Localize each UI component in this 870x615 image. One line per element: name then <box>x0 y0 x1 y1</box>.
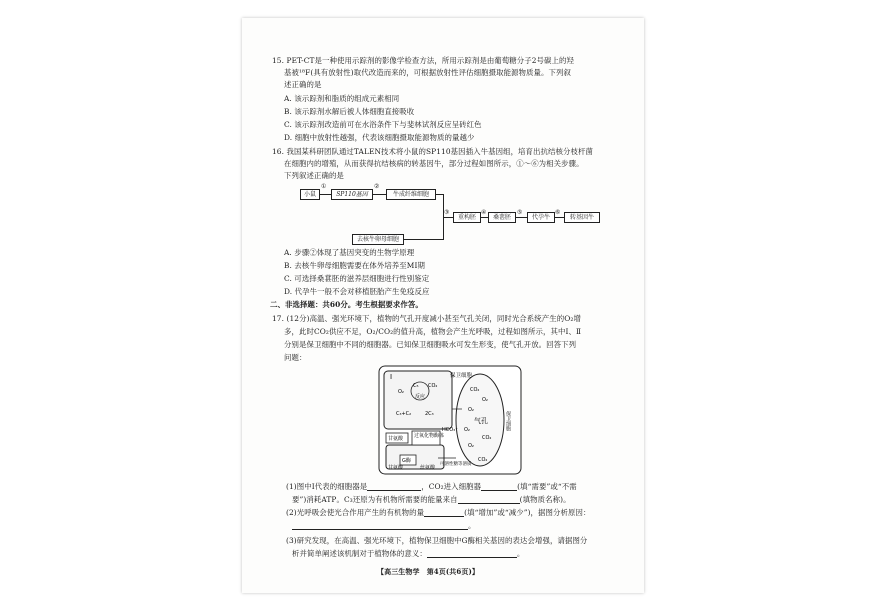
peroxisome-label: 过氧化物酶体 <box>414 433 445 439</box>
o2-label: O₂ <box>398 389 404 395</box>
stoma-co2-c: CO₂ <box>478 457 488 463</box>
q17-stem-line1: 17. (12分)高温、强光环境下，植物的气孔开度减小甚至气孔关闭，同时光合系统产生的O₂增 <box>272 314 581 323</box>
c3-c2-label: C₃+C₂ <box>396 411 412 417</box>
section-2-heading: 二、非选择题：共60分。考生根据要求作答。 <box>270 300 423 309</box>
node-reconstructed-embryo: 重构胚 <box>453 212 481 223</box>
q17-part1-line1: (1)图中Ⅰ代表的细胞器是 ，CO₂进入细胞器 (填“需要”或“不需 <box>286 482 577 491</box>
node-enucleated-oocyte: 去核牛卵母细胞 <box>352 234 404 245</box>
q15-stem-line3: 述正确的是 <box>284 80 322 89</box>
answer-blank-6[interactable] <box>427 550 517 558</box>
q15-option-a: A. 该示踪剂和脂质的组成元素相同 <box>284 94 400 103</box>
glycine-label: 甘氨酸 <box>388 465 404 471</box>
q15-option-b: B. 该示踪剂水解后被人体细胞直接吸收 <box>284 107 415 116</box>
step-6-label: ⑥ <box>555 209 561 216</box>
answer-blank-2[interactable] <box>481 483 517 491</box>
exam-page <box>242 18 644 593</box>
stoma-co2-a: CO₂ <box>470 387 480 393</box>
node-sp110-gene: SP110基因 <box>331 189 373 200</box>
stoma-o2-a: O₂ <box>482 397 488 403</box>
guard-cell-vertical-label: 保卫细胞 <box>505 411 511 431</box>
serine-label: 丝氨酸 <box>420 465 436 471</box>
stoma-o2-c: O₂ <box>468 443 474 449</box>
stoma-o2-b: O₂ <box>468 407 474 413</box>
q16-stem-line1: 16. 我国某科研团队通过TALEN技术将小鼠的SP110基因插入牛基因组，培育出抗结核分枝杆菌 <box>272 147 593 156</box>
step-1-label: ① <box>321 183 327 190</box>
stoma-label: 气孔 <box>474 417 488 425</box>
q15-stem-line2: 基被¹⁸F(具有放射性)取代改造而来的，可根据放射性评估细胞摄取能源物质量。下列叙 <box>284 68 571 77</box>
q15-option-c: C. 该示踪剂改造前可在水浴条件下与斐林试剂反应呈砖红色 <box>284 120 482 129</box>
step-3-label: ③ <box>444 209 450 216</box>
q15-option-d: D. 细胞中放射性越强，代表该细胞摄取能源物质的量越少 <box>284 133 475 142</box>
q16-option-c: C. 可选择桑葚胚的滋养层细胞进行性别鉴定 <box>284 274 430 283</box>
node-mouse: 小鼠 <box>300 189 320 200</box>
q16-option-b: B. 去核牛卵母细胞需要在体外培养至MⅠ期 <box>284 261 425 270</box>
q17-part3-line1: (3)研究发现，在高温、强光环境下，植物保卫细胞中G酶相关基因的表达会增强，请据图分 <box>286 536 588 545</box>
node-morula: 桑葚胚 <box>488 212 516 223</box>
q17-photorespiration-diagram <box>378 365 524 477</box>
q17-part1-line2: 要”)消耗ATP。C₃还原为有机物所需要的能量来自 (填物质名称)。 <box>292 495 571 504</box>
c5-label: C₅ <box>413 383 419 389</box>
q17-part2-line2: 。 <box>292 521 476 530</box>
co2-label: CO₂ <box>428 383 438 389</box>
g-enzyme-label: G酶 <box>402 458 411 464</box>
q16-option-a: A. 步骤②体现了基因突变的生物学原理 <box>284 248 415 257</box>
stoma-co2-b: CO₂ <box>482 435 492 441</box>
q16-stem-line3: 下列叙述正确的是 <box>284 171 344 180</box>
q16-flow-diagram <box>300 183 620 244</box>
organelle-1-label: Ⅰ <box>390 373 393 381</box>
q17-stem-line3: 分别是保卫细胞中不同的细胞器。已知保卫细胞吸水可发生形变，使气孔开放。回答下列 <box>284 340 577 349</box>
answer-blank-1[interactable] <box>367 483 421 491</box>
page-footer: 【高三生物学 第4页(共6页)】 <box>377 567 479 576</box>
node-transgenic-cow: 转基因牛 <box>564 212 600 223</box>
step-5-label: ⑤ <box>517 209 523 216</box>
step-2-label: ② <box>374 183 380 190</box>
2c3-label: 2C₃ <box>425 411 434 417</box>
hco3-label: HCO₃⁻ <box>442 427 458 433</box>
cycle-label: 反应 <box>415 394 426 400</box>
q16-option-d: D. 代孕牛一般不会对移植胚胎产生免疫反应 <box>284 287 430 296</box>
answer-blank-3[interactable] <box>458 496 520 504</box>
q17-stem-line4: 问题： <box>284 353 307 362</box>
answer-blank-5[interactable] <box>292 522 468 530</box>
soluble-sugars-label: 可溶性糖等溶质 <box>440 462 472 467</box>
node-fibroblast: 牛成纤维细胞 <box>386 189 436 200</box>
node-surrogate-cow: 代孕牛 <box>527 212 555 223</box>
q17-part2-line1: (2)光呼吸会使光合作用产生的有机物的量 (填“增加”或“减少”)，据图分析原因： <box>286 508 591 517</box>
step-4-label: ④ <box>481 209 487 216</box>
glycolate-label: 甘氨酸 <box>388 436 404 442</box>
guard-cell-label: 保卫细胞 <box>450 373 473 379</box>
answer-blank-4[interactable] <box>424 509 464 517</box>
q15-stem-line1: 15. PET-CT是一种使用示踪剂的影像学检查方法，所用示踪剂是由葡萄糖分子2号碳上的羟 <box>272 56 575 65</box>
q17-stem-line2: 多，此时CO₂供应不足，O₂/CO₂的值升高，植物会产生光呼吸，过程如图所示，其中Ⅰ、Ⅱ <box>284 327 582 336</box>
q16-stem-line2: 在细胞内的增殖，从而获得抗结核病的转基因牛，部分过程如图所示，①～⑥为相关步骤。 <box>284 159 584 168</box>
stoma-o2-d: O₂ <box>464 427 470 433</box>
q17-part3-line2: 析并简单阐述该机制对于植物体的意义： 。 <box>292 549 525 558</box>
